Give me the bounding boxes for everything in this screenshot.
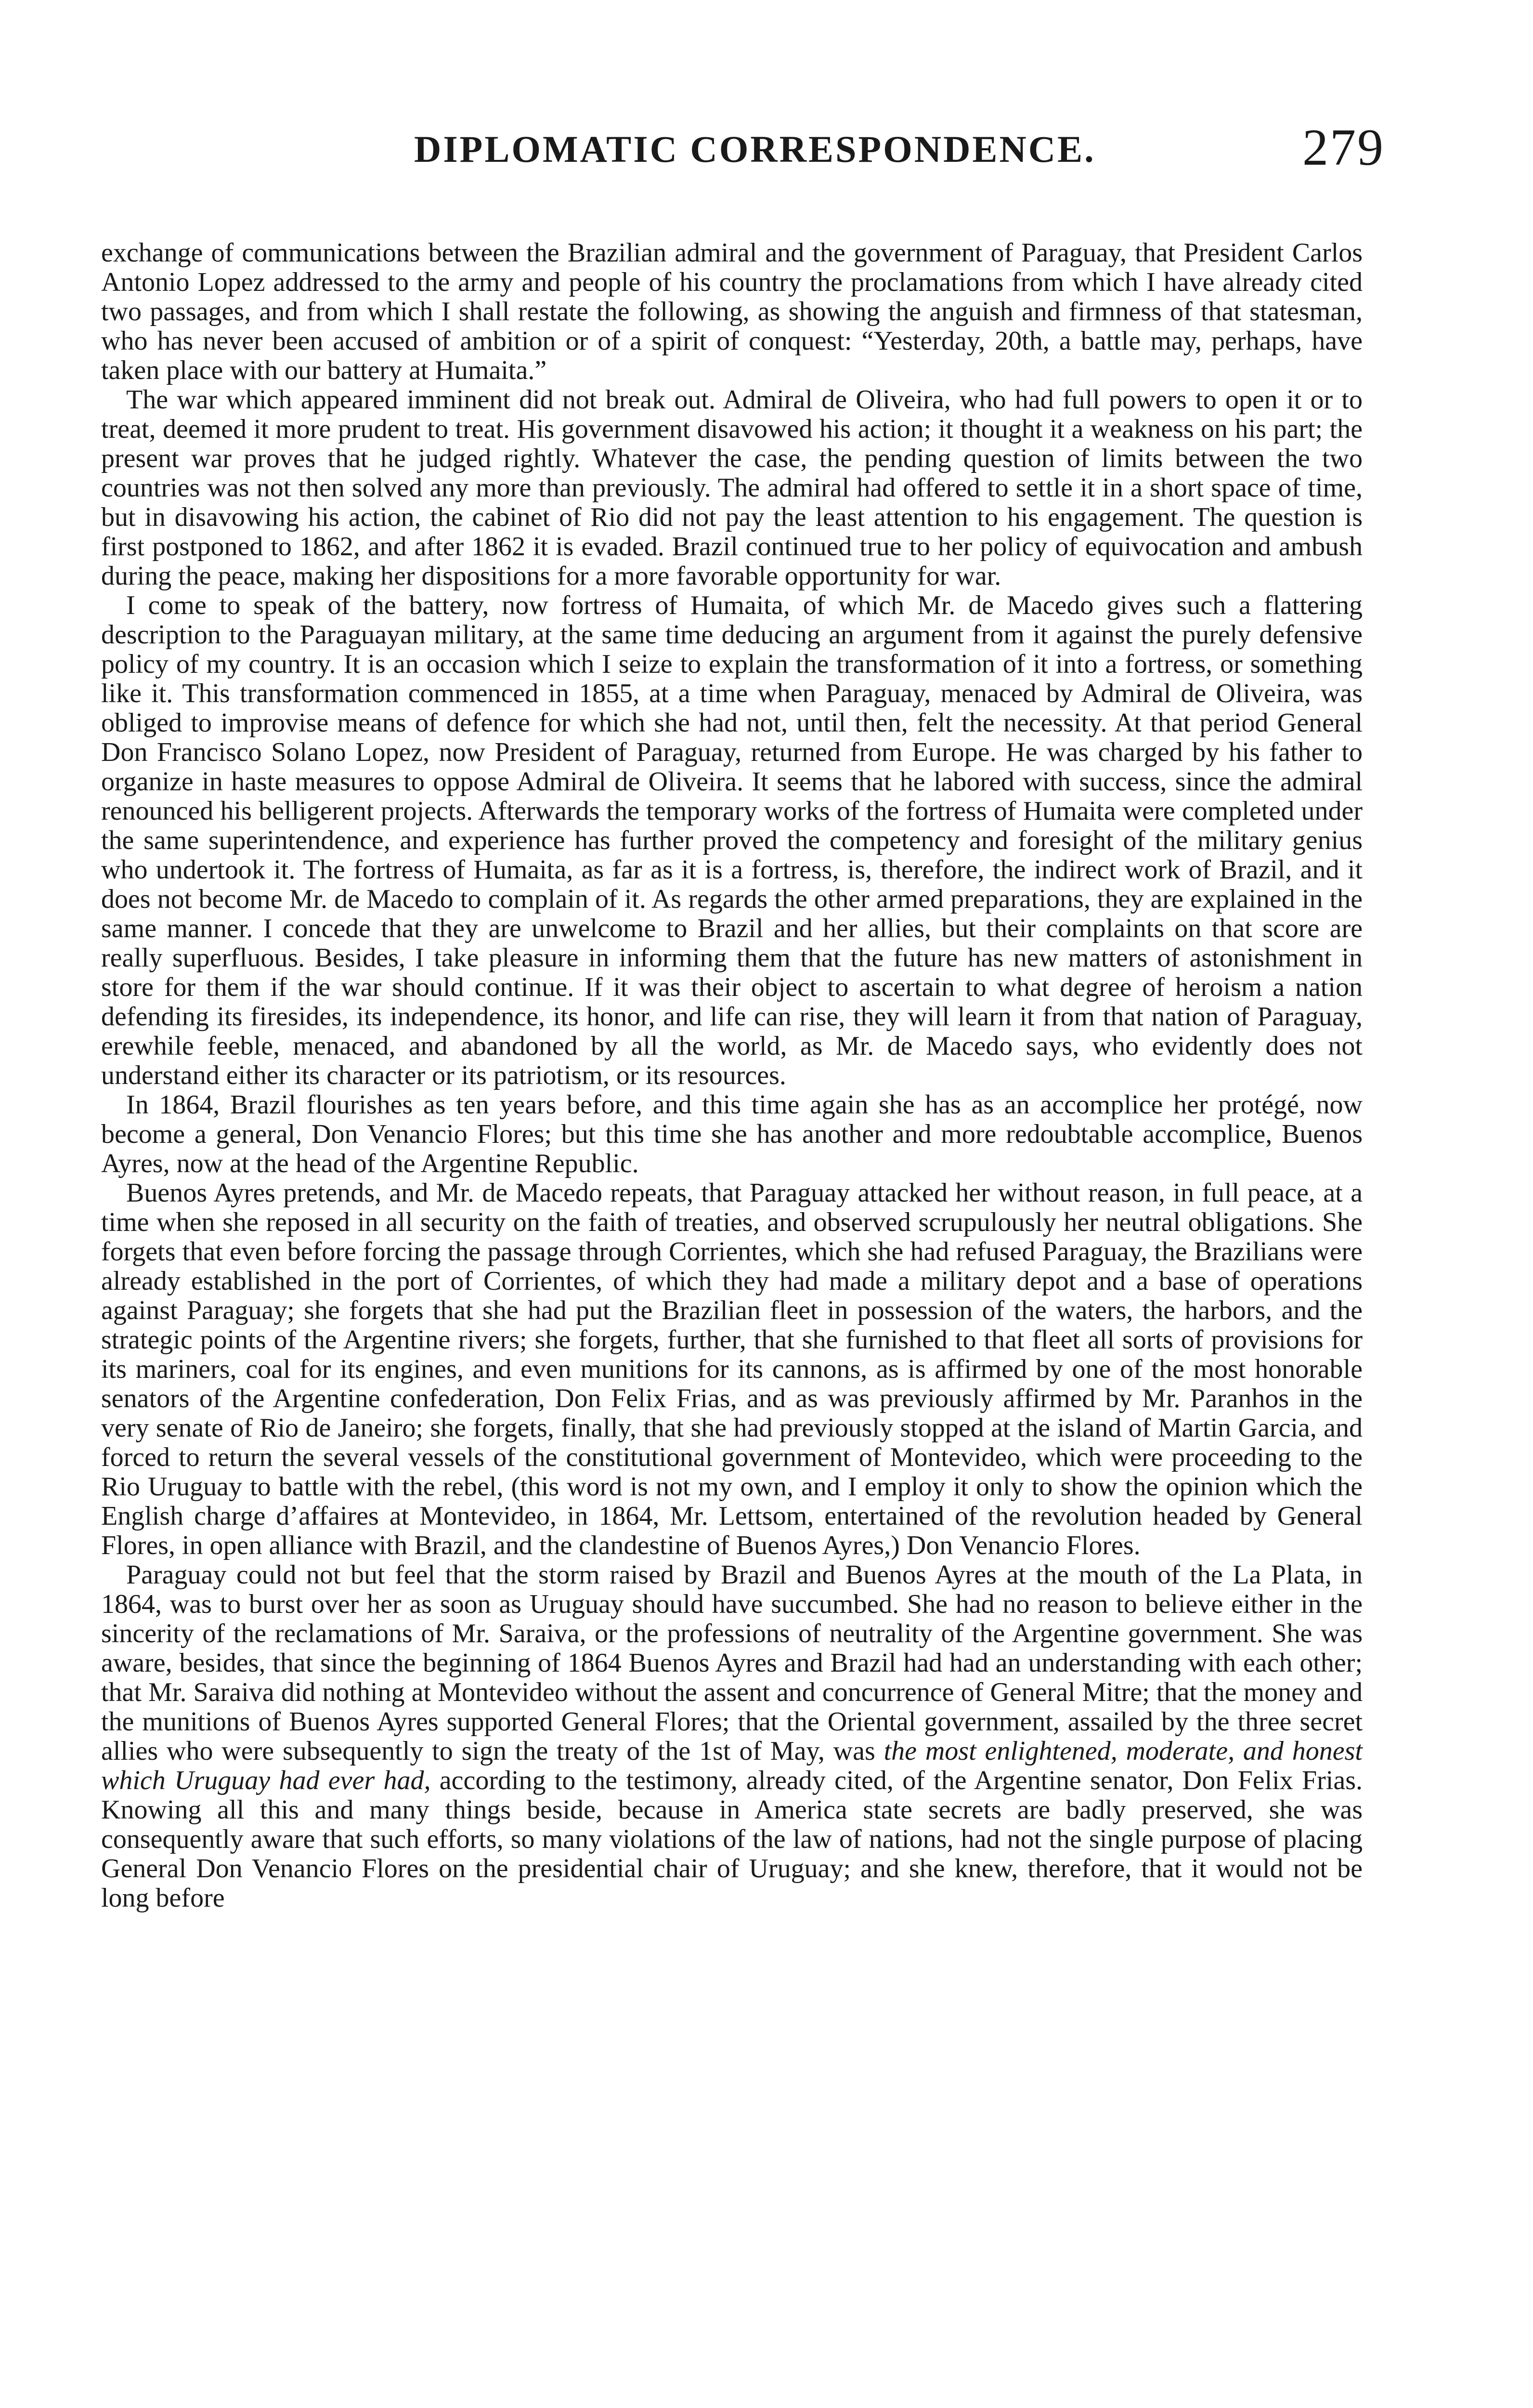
paragraph <box>101 1560 1363 1913</box>
paragraph: In 1864, Brazil flourishes as ten years before, and this time again she has as an accomplice her protégé, now become a general, Don Venancio Flores; but this time she has another and more redoubtable accomplice, Buenos Ayres, now at the head of the Argentine Republic. <box>101 1090 1363 1178</box>
page-number: 279 <box>1302 119 1385 176</box>
body-text <box>101 238 1363 1913</box>
paragraph-text: according to the testimony, already cited, of the Argentine senator, Don Felix Frias. Knowing all this and many things beside, because in America state secrets are badly preserved, she was consequently aware that such efforts, so many violations of the law of nations, had not the single purpose of placing General Don Venancio Flores on the presidential chair of Uruguay; and she knew, therefore, that it would not be long before <box>101 1766 1363 1913</box>
paragraph-text: Paraguay could not but feel that the storm raised by Brazil and Buenos Ayres at the mouth of the La Plata, in 1864, was to burst over her as soon as Uruguay should have succumbed. She had no reason to believe either in the sincerity of the reclamations of Mr. Saraiva, or the professions of neutrality of the Argentine government. She was aware, besides, that since the beginning of 1864 Buenos Ayres and Brazil had had an understanding with each other; that Mr. Saraiva did nothing at Montevideo without the assent and concurrence of General Mitre; that the money and the munitions of Buenos Ayres supported General Flores; that the Oriental government, assailed by the three secret allies who were subsequently to sign the treaty of the 1st of May, was <box>101 1560 1363 1766</box>
page-header <box>0 119 1533 200</box>
quoted-italic-text: the most enlightened, moderate, and honest which Uruguay had ever had, <box>101 1736 1363 1795</box>
paragraph: Buenos Ayres pretends, and Mr. de Macedo repeats, that Paraguay attacked her without reason, in full peace, at a time when she reposed in all security on the faith of treaties, and observed scrupulously her neutral obligations. She forgets that even before forcing the passage through Corrientes, which she had refused Paraguay, the Brazilians were already established in the port of Corrientes, of which they had made a military depot and a base of operations against Paraguay; she forgets that she had put the Brazilian fleet in possession of the waters, the harbors, and the strategic points of the Argentine rivers; she forgets, further, that she furnished to that fleet all sorts of provisions for its mariners, coal for its engines, and even munitions for its cannons, as is affirmed by one of the most honorable senators of the Argentine confederation, Don Felix Frias, and as was previously affirmed by Mr. Paranhos in the very senate of Rio de Janeiro; she forgets, finally, that she had previously stopped at the island of Martin Garcia, and forced to return the several vessels of the constitutional government of Montevideo, which were proceeding to the Rio Uruguay to battle with the rebel, (this word is not my own, and I employ it only to show the opinion which the English charge d’affaires at Montevideo, in 1864, Mr. Lettsom, entertained of the revolution headed by General Flores, in open alliance with Brazil, and the clandestine of Buenos Ayres,) Don Venancio Flores. <box>101 1178 1363 1560</box>
paragraph: The war which appeared imminent did not break out. Admiral de Oliveira, who had full powers to open it or to treat, deemed it more prudent to treat. His government disavowed his action; it thought it a weakness on his part; the present war proves that he judged rightly. Whatever the case, the pending question of limits between the two countries was not then solved any more than previously. The admiral had offered to settle it in a short space of time, but in disavowing his action, the cabinet of Rio did not pay the least attention to his engagement. The question is first postponed to 1862, and after 1862 it is evaded. Brazil continued true to her policy of equivocation and ambush during the peace, making her dispositions for a more favorable opportunity for war. <box>101 385 1363 591</box>
paragraph: I come to speak of the battery, now fortress of Humaita, of which Mr. de Macedo gives such a flattering description to the Paraguayan military, at the same time deducing an argument from it against the purely defensive policy of my country. It is an occasion which I seize to explain the transformation of it into a fortress, or something like it. This transformation commenced in 1855, at a time when Paraguay, menaced by Admiral de Oliveira, was obliged to improvise means of defence for which she had not, until then, felt the necessity. At that period General Don Francisco Solano Lopez, now President of Paraguay, returned from Europe. He was charged by his father to organize in haste measures to oppose Admiral de Oliveira. It seems that he labored with success, since the admiral renounced his belligerent projects. Afterwards the temporary works of the fortress of Humaita were completed under the same superintendence, and experience has further proved the competency and foresight of the military genius who undertook it. The fortress of Humaita, as far as it is a fortress, is, therefore, the indirect work of Brazil, and it does not become Mr. de Macedo to complain of it. As regards the other armed preparations, they are explained in the same manner. I concede that they are unwelcome to Brazil and her allies, but their complaints on that score are really superfluous. Besides, I take pleasure in informing them that the future has new matters of astonishment in store for them if the war should continue. If it was their object to ascertain to what degree of heroism a nation defending its firesides, its independence, its honor, and life can rise, they will learn it from that nation of Paraguay, erewhile feeble, menaced, and abandoned by all the world, as Mr. de Macedo says, who evidently does not understand either its character or its patriotism, or its resources. <box>101 590 1363 1090</box>
paragraph: exchange of communications between the Brazilian admiral and the government of Paraguay, that President Carlos Antonio Lopez addressed to the army and people of his country the proclamations from which I have already cited two passages, and from which I shall restate the following, as showing the anguish and firmness of that statesman, who has never been accused of ambition or of a spirit of conquest: “Yesterday, 20th, a battle may, perhaps, have taken place with our battery at Humaita.” <box>101 238 1363 385</box>
running-head: DIPLOMATIC CORRESPONDENCE. <box>414 128 1096 170</box>
